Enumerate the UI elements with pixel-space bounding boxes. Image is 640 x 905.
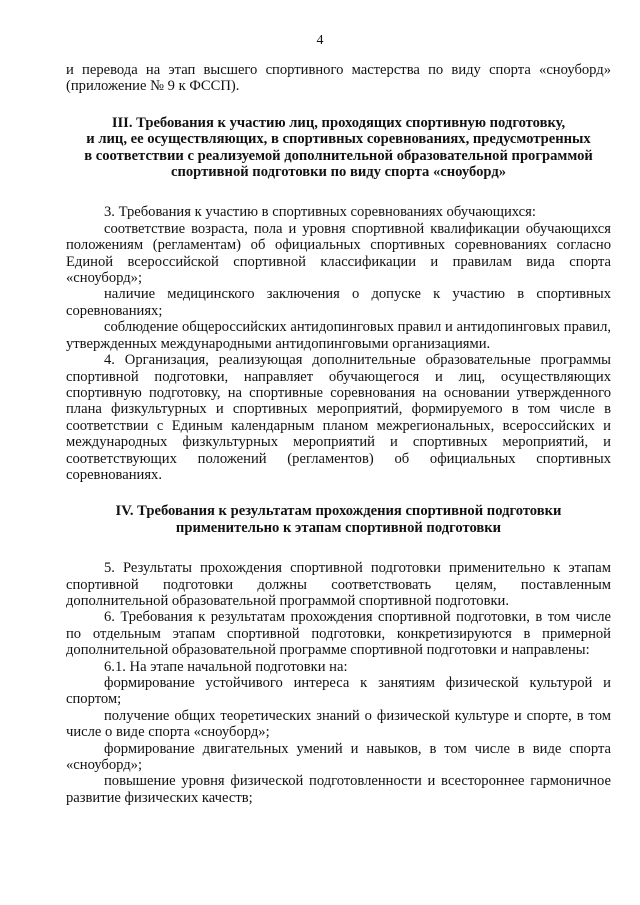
- section-3-heading-line: III. Требования к участию лиц, проходящих спортивную подготовку,: [111, 114, 566, 131]
- paragraph-3-item-medical: наличие медицинского заключения о допуске к участию в спортивных соревнованиях;: [66, 286, 611, 319]
- paragraph-6: 6. Требования к результатам прохождения спортивной подготовки, в том числе по отдельным этапам спортивной подготовки, конкретизируются в примерной дополнительной образовательной программе спортивной подготовки и направлены:: [66, 609, 611, 659]
- paragraph-6-1-item-fitness: повышение уровня физической подготовленности и всестороннее гармоничное развитие физических качеств;: [66, 773, 611, 806]
- paragraph-6-1-item-interest: формирование устойчивого интереса к занятиям физической культурой и спортом;: [66, 675, 611, 708]
- section-4-heading: [66, 503, 611, 536]
- intro-paragraph: и перевода на этап высшего спортивного мастерства по виду спорта «сноуборд» (приложение № 9 к ФССП).: [66, 62, 611, 95]
- paragraph-6-1-item-knowledge: получение общих теоретических знаний о физической культуре и спорте, в том числе о виде спорта «сноуборд»;: [66, 707, 611, 741]
- section-3-heading-line: спортивной подготовки по виду спорта «сноуборд»: [170, 164, 507, 181]
- document-body: [66, 62, 611, 806]
- paragraph-3-item-age: соответствие возраста, пола и уровня спортивной квалификации обучающихся положениям (регламентам) об официальных спортивных соревнованиях согласно Единой всероссийской спортивной классификации и правилам вида спорта «сноуборд»;: [66, 220, 611, 287]
- section-4-heading-line: IV. Требования к результатам прохождения спортивной подготовки: [115, 503, 562, 520]
- paragraph-6-1-item-skills: формирование двигательных умений и навыков, в том числе в виде спорта «сноуборд»;: [66, 740, 611, 774]
- section-3-heading-line: в соответствии с реализуемой дополнительной образовательной программой: [84, 147, 593, 164]
- paragraph-5: 5. Результаты прохождения спортивной подготовки применительно к этапам спортивной подготовки должны соответствовать целям, поставленным дополнительной образовательной программой спортивной подготовки.: [66, 560, 611, 609]
- paragraph-6-1: 6.1. На этапе начальной подготовки на:: [104, 658, 348, 675]
- paragraph-3: 3. Требования к участию в спортивных соревнованиях обучающихся:: [104, 204, 536, 221]
- paragraph-3-item-antidoping: соблюдение общероссийских антидопинговых правил и антидопинговых правил, утвержденных международными антидопинговыми организациями.: [66, 319, 611, 352]
- section-3-heading: [66, 115, 611, 181]
- paragraph-4: 4. Организация, реализующая дополнительные образовательные программы спортивной подготовки, направляет обучающегося и лиц, осуществляющих спортивную подготовку, на спортивные соревнования на основании утвержденного плана физкультурных и спортивных мероприятий, формируемого в том числе в соответствии с Единым календарным планом межрегиональных, всероссийских и международных физкультурных мероприятий и спортивных мероприятий, и соответствующих положений (регламентов) об официальных спортивных соревнованиях.: [66, 352, 611, 483]
- page-number: 4: [316, 33, 324, 48]
- section-4-heading-line: применительно к этапам спортивной подготовки: [175, 519, 502, 536]
- section-3-heading-line: и лиц, ее осуществляющих, в спортивных соревнованиях, предусмотренных: [86, 131, 591, 148]
